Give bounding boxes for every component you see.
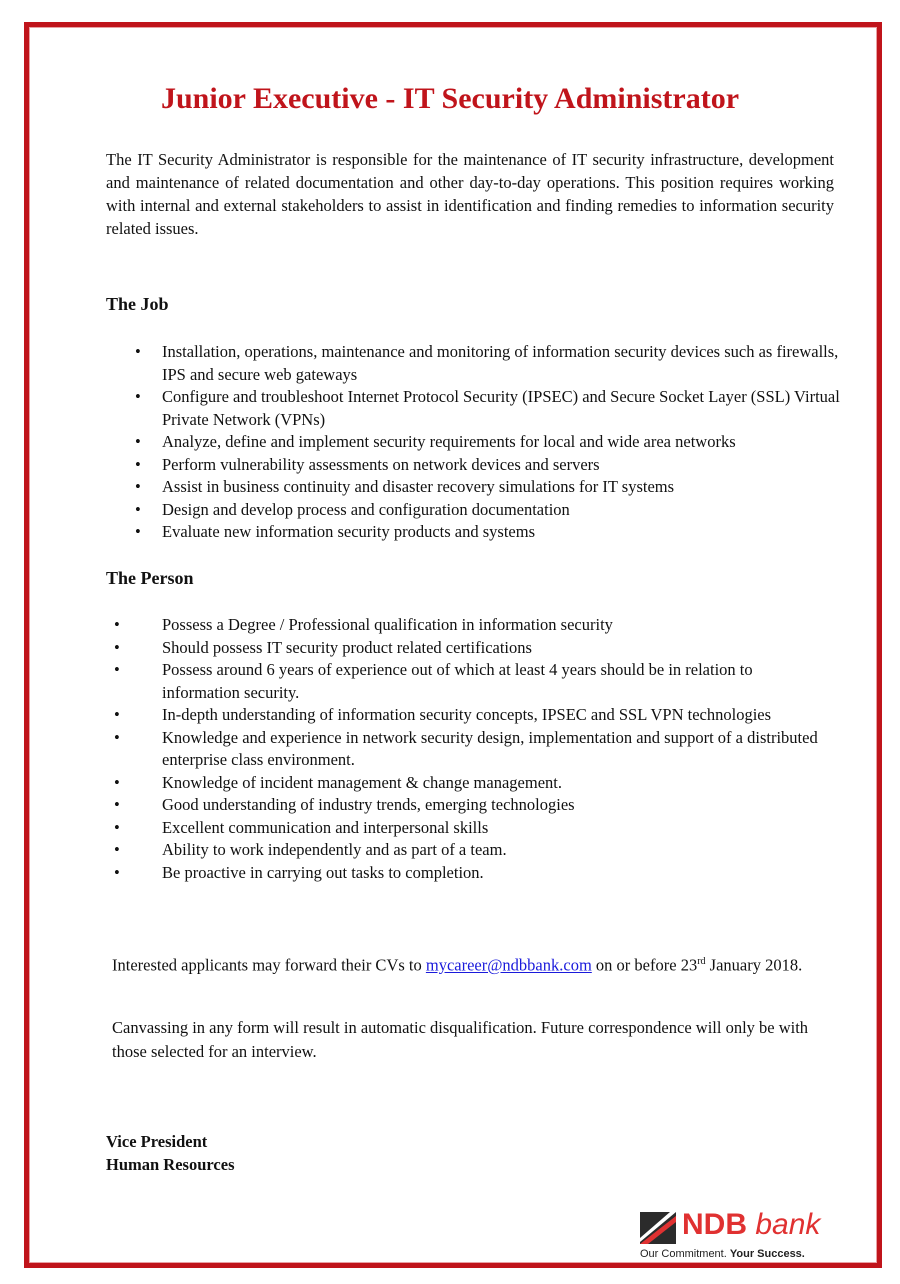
requirement-item: • Should possess IT security product related certifications	[162, 637, 834, 660]
job-heading: The Job	[106, 294, 169, 314]
job-duty-item: • Perform vulnerability assessments on network devices and servers	[162, 454, 842, 477]
apply-middle: on or before	[591, 955, 681, 975]
job-duty-item: • Assist in business continuity and disaster recovery simulations for IT systems	[162, 476, 842, 499]
requirement-item: • Possess around 6 years of experience out of which at least 4 years should be in relation to information security.	[162, 659, 834, 704]
deadline-day: 23	[680, 955, 698, 975]
signature-title: Vice President	[106, 1132, 208, 1151]
person-requirements-list	[162, 614, 834, 884]
logo-wordmark	[682, 1208, 820, 1242]
job-duty-item: • Design and develop process and configuration documentation	[162, 499, 842, 522]
job-duty-item: • Configure and troubleshoot Internet Protocol Security (IPSEC) and Secure Socket Layer (SSL) Virtual Private Network (VPNs)	[162, 386, 842, 431]
intro-paragraph: The IT Security Administrator is responsible for the maintenance of IT security infrastructure, development and maintenance of related documentation and other day-to-day operations. This position requires working with internal and external stakeholders to assist in identification and finding remedies to information security related issues.	[106, 150, 834, 238]
canvassing-notice: Canvassing in any form will result in automatic disqualification. Future correspondence will only be with those selected for an interview.	[112, 1018, 809, 1061]
signature-block	[106, 1130, 235, 1176]
apply-paragraph	[112, 950, 834, 977]
logo-name-italic: bank	[747, 1208, 821, 1241]
job-duty-item: • Installation, operations, maintenance and monitoring of information security devices such as firewalls, IPS and secure web gateways	[162, 341, 842, 386]
requirement-item: • Be proactive in carrying out tasks to completion.	[162, 862, 834, 885]
person-heading: The Person	[106, 568, 194, 588]
requirement-item: • Ability to work independently and as part of a team.	[162, 839, 834, 862]
job-duties-list	[162, 341, 842, 544]
career-email-link[interactable]: mycareer@ndbbank.com	[425, 955, 592, 975]
job-duty-item: • Evaluate new information security products and systems	[162, 521, 842, 544]
requirement-item: • In-depth understanding of information security concepts, IPSEC and SSL VPN technologies	[162, 704, 834, 727]
requirement-item: • Excellent communication and interpersonal skills	[162, 817, 834, 840]
apply-prefix: Interested applicants may forward their CVs to	[112, 955, 426, 975]
requirement-item: • Knowledge of incident management & change management.	[162, 772, 834, 795]
requirement-item: • Good understanding of industry trends, emerging technologies	[162, 794, 834, 817]
signature-department: Human Resources	[106, 1155, 235, 1174]
ndb-logo-mark-icon	[640, 1212, 676, 1244]
tagline-part2: Your Success.	[729, 1248, 805, 1260]
logo-tagline	[640, 1248, 805, 1260]
tagline-part1: Our Commitment.	[640, 1248, 730, 1260]
deadline-date: January 2018.	[705, 955, 803, 975]
deadline-day-suffix: rd	[697, 956, 706, 967]
requirement-item: • Knowledge and experience in network security design, implementation and support of a distributed enterprise class environment.	[162, 727, 834, 772]
page-title: Junior Executive - IT Security Administrator	[160, 82, 740, 115]
requirement-item: • Possess a Degree / Professional qualification in information security	[162, 614, 834, 637]
job-duty-item: • Analyze, define and implement security requirements for local and wide area networks	[162, 431, 842, 454]
logo-name-bold: NDB	[682, 1208, 747, 1241]
